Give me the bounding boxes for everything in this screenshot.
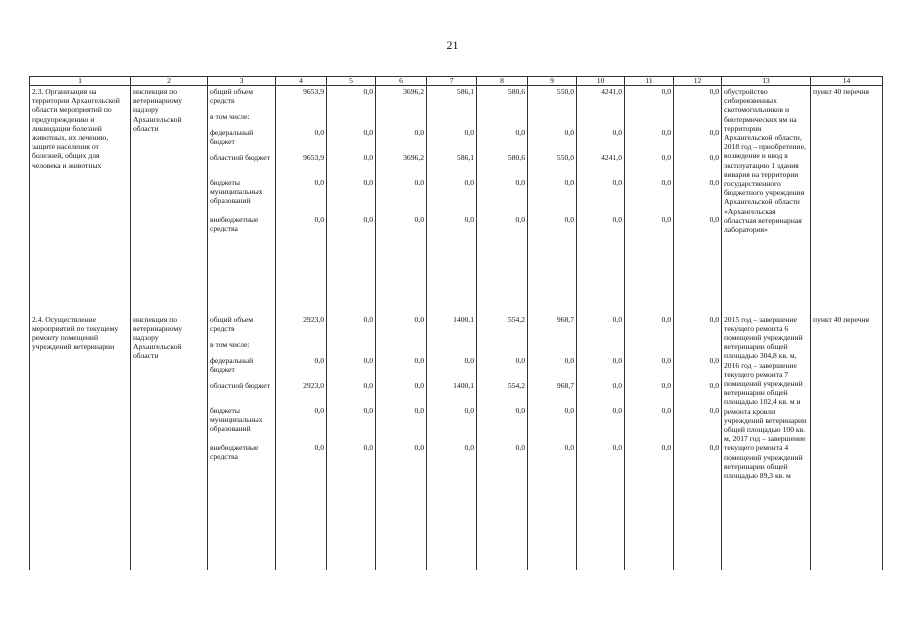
- col-header-7: 7: [427, 77, 477, 86]
- funding-value: 580,6: [477, 86, 528, 111]
- col-header-6: 6: [376, 77, 427, 86]
- funding-value: 554,2: [477, 380, 528, 405]
- funding-source-label: в том числе:: [208, 339, 276, 355]
- header-row: [30, 77, 883, 86]
- funding-value: 0,0: [625, 177, 674, 214]
- funding-value: 586,1: [427, 152, 477, 177]
- funding-value: [327, 339, 376, 355]
- funding-value: 0,0: [427, 405, 477, 442]
- funding-source-label: федеральный бюджет: [208, 355, 276, 380]
- funding-value: 0,0: [427, 127, 477, 152]
- funding-value: 1400,1: [427, 314, 477, 339]
- funding-value: 550,0: [528, 152, 577, 177]
- funding-source-label: внебюджетные средства: [208, 214, 276, 314]
- funding-value: 0,0: [376, 177, 427, 214]
- col-header-3: 3: [208, 77, 276, 86]
- funding-value: 0,0: [376, 127, 427, 152]
- funding-value: 0,0: [674, 380, 722, 405]
- table-body: [30, 86, 883, 570]
- funding-value: [674, 111, 722, 127]
- funding-value: 0,0: [625, 86, 674, 111]
- funding-value: 0,0: [674, 86, 722, 111]
- funding-value: 0,0: [276, 214, 327, 314]
- funding-value: 0,0: [674, 442, 722, 570]
- funding-source-label: областной бюджет: [208, 152, 276, 177]
- executor-name: инспекция по ветеринарному надзору Архангельской области: [131, 86, 208, 314]
- program-table: [29, 76, 883, 570]
- funding-value: 0,0: [625, 314, 674, 339]
- funding-value: [477, 339, 528, 355]
- funding-value: 0,0: [625, 355, 674, 380]
- funding-value: 0,0: [376, 442, 427, 570]
- funding-value: [427, 111, 477, 127]
- funding-value: 0,0: [327, 152, 376, 177]
- funding-value: 0,0: [528, 405, 577, 442]
- funding-value: 0,0: [327, 442, 376, 570]
- funding-source-label: общий объем средств: [208, 86, 276, 111]
- reference-link: пункт 40 перечня: [811, 314, 883, 570]
- funding-value: 0,0: [577, 214, 625, 314]
- funding-value: 0,0: [625, 152, 674, 177]
- funding-value: 554,2: [477, 314, 528, 339]
- col-header-1: 1: [30, 77, 131, 86]
- funding-value: 0,0: [477, 442, 528, 570]
- funding-value: 586,1: [427, 86, 477, 111]
- funding-value: 0,0: [477, 177, 528, 214]
- col-header-13: 13: [722, 77, 811, 86]
- funding-source-label: в том числе:: [208, 111, 276, 127]
- funding-value: 968,7: [528, 314, 577, 339]
- funding-value: 0,0: [674, 152, 722, 177]
- funding-value: 4241,0: [577, 152, 625, 177]
- expected-result: обустройство сибиреязвенных скотомогильников и биотермических ям на территории Архангельской области, 2018 год – приобретение, возведение и ввод в эксплуатацию 1 здания вивария на территории государственного бюджетного учреждения Архангельской области «Архангельская областная ветеринарная лаборатория»: [722, 86, 811, 314]
- funding-value: 9653,9: [276, 152, 327, 177]
- funding-value: 0,0: [625, 214, 674, 314]
- table-row: [30, 314, 883, 339]
- funding-value: 0,0: [477, 127, 528, 152]
- funding-value: 0,0: [276, 127, 327, 152]
- funding-value: 0,0: [376, 380, 427, 405]
- funding-value: 0,0: [327, 127, 376, 152]
- funding-value: 0,0: [427, 442, 477, 570]
- funding-value: 0,0: [577, 405, 625, 442]
- funding-value: 0,0: [625, 405, 674, 442]
- funding-value: 9653,9: [276, 86, 327, 111]
- funding-value: 0,0: [528, 214, 577, 314]
- funding-value: 0,0: [625, 380, 674, 405]
- funding-value: 0,0: [427, 214, 477, 314]
- funding-value: 2923,0: [276, 380, 327, 405]
- funding-source-label: общий объем средств: [208, 314, 276, 339]
- funding-value: 0,0: [427, 355, 477, 380]
- funding-value: [376, 111, 427, 127]
- funding-value: 0,0: [577, 314, 625, 339]
- funding-value: 0,0: [276, 442, 327, 570]
- funding-value: 2923,0: [276, 314, 327, 339]
- funding-value: [625, 111, 674, 127]
- funding-value: 0,0: [376, 214, 427, 314]
- funding-value: 0,0: [477, 214, 528, 314]
- funding-value: [528, 111, 577, 127]
- funding-value: 550,0: [528, 86, 577, 111]
- funding-value: 0,0: [276, 177, 327, 214]
- funding-value: 0,0: [625, 127, 674, 152]
- funding-value: 0,0: [376, 405, 427, 442]
- funding-value: 0,0: [376, 314, 427, 339]
- funding-source-label: областной бюджет: [208, 380, 276, 405]
- funding-value: [276, 111, 327, 127]
- funding-value: [427, 339, 477, 355]
- funding-value: 0,0: [674, 405, 722, 442]
- funding-value: 0,0: [625, 442, 674, 570]
- col-header-9: 9: [528, 77, 577, 86]
- col-header-14: 14: [811, 77, 883, 86]
- funding-value: 0,0: [327, 405, 376, 442]
- funding-value: [376, 339, 427, 355]
- funding-value: 0,0: [327, 177, 376, 214]
- funding-source-label: федеральный бюджет: [208, 127, 276, 152]
- funding-value: 0,0: [528, 127, 577, 152]
- funding-value: [577, 339, 625, 355]
- expected-result: 2015 год – завершение текущего ремонта 6 помещений учреждений ветеринарии общей площадью 304,8 кв. м, 2016 год – завершение текущего ремонта 7 помещений учреждений ветеринарии общей площадью 102,4 кв. м и ремонта кровли учреждений ветеринарии общей площадью 100 кв. м, 2017 год – завершение текущего ремонта 4 помещений учреждений ветеринарии общей площадью 89,3 кв. м: [722, 314, 811, 570]
- funding-value: 0,0: [577, 355, 625, 380]
- funding-value: 0,0: [674, 355, 722, 380]
- funding-value: 0,0: [528, 177, 577, 214]
- funding-value: [674, 339, 722, 355]
- funding-value: [528, 339, 577, 355]
- funding-value: 0,0: [276, 355, 327, 380]
- funding-value: [477, 111, 528, 127]
- executor-name: инспекция по ветеринарному надзору Архангельской области: [131, 314, 208, 570]
- funding-source-label: внебюджетные средства: [208, 442, 276, 570]
- col-header-11: 11: [625, 77, 674, 86]
- col-header-5: 5: [327, 77, 376, 86]
- funding-value: [276, 339, 327, 355]
- col-header-10: 10: [577, 77, 625, 86]
- funding-value: 0,0: [327, 86, 376, 111]
- col-header-4: 4: [276, 77, 327, 86]
- funding-value: 0,0: [577, 127, 625, 152]
- funding-value: 0,0: [577, 177, 625, 214]
- funding-value: 0,0: [674, 127, 722, 152]
- funding-value: 0,0: [674, 177, 722, 214]
- funding-value: 968,7: [528, 380, 577, 405]
- funding-value: 0,0: [477, 405, 528, 442]
- funding-value: 0,0: [327, 314, 376, 339]
- funding-value: 0,0: [477, 355, 528, 380]
- funding-value: [327, 111, 376, 127]
- funding-value: 0,0: [327, 380, 376, 405]
- measure-name: 2.3. Организация на территории Архангельской области мероприятий по предупреждению и ликвидации болезней животных, их лечению, защите населения от болезней, общих для человека и животных: [30, 86, 131, 314]
- funding-value: 580,6: [477, 152, 528, 177]
- measure-name: 2.4. Осуществление мероприятий по текущему ремонту помещений учреждений ветеринарии: [30, 314, 131, 570]
- funding-value: 0,0: [427, 177, 477, 214]
- funding-value: 4241,0: [577, 86, 625, 111]
- funding-value: [625, 339, 674, 355]
- funding-source-label: бюджеты муниципальных образований: [208, 405, 276, 442]
- funding-value: 3696,2: [376, 152, 427, 177]
- funding-value: 0,0: [577, 442, 625, 570]
- table-row: [30, 86, 883, 111]
- funding-value: 0,0: [327, 355, 376, 380]
- funding-value: 1400,1: [427, 380, 477, 405]
- page-number: 21: [446, 38, 459, 52]
- funding-value: 3696,2: [376, 86, 427, 111]
- col-header-8: 8: [477, 77, 528, 86]
- funding-value: 0,0: [528, 442, 577, 570]
- funding-value: 0,0: [327, 214, 376, 314]
- funding-value: 0,0: [674, 314, 722, 339]
- funding-value: 0,0: [528, 355, 577, 380]
- reference-link: пункт 40 перечня: [811, 86, 883, 314]
- col-header-12: 12: [674, 77, 722, 86]
- funding-value: 0,0: [276, 405, 327, 442]
- funding-value: [577, 111, 625, 127]
- funding-source-label: бюджеты муниципальных образований: [208, 177, 276, 214]
- funding-value: 0,0: [674, 214, 722, 314]
- funding-value: 0,0: [376, 355, 427, 380]
- funding-value: 0,0: [577, 380, 625, 405]
- col-header-2: 2: [131, 77, 208, 86]
